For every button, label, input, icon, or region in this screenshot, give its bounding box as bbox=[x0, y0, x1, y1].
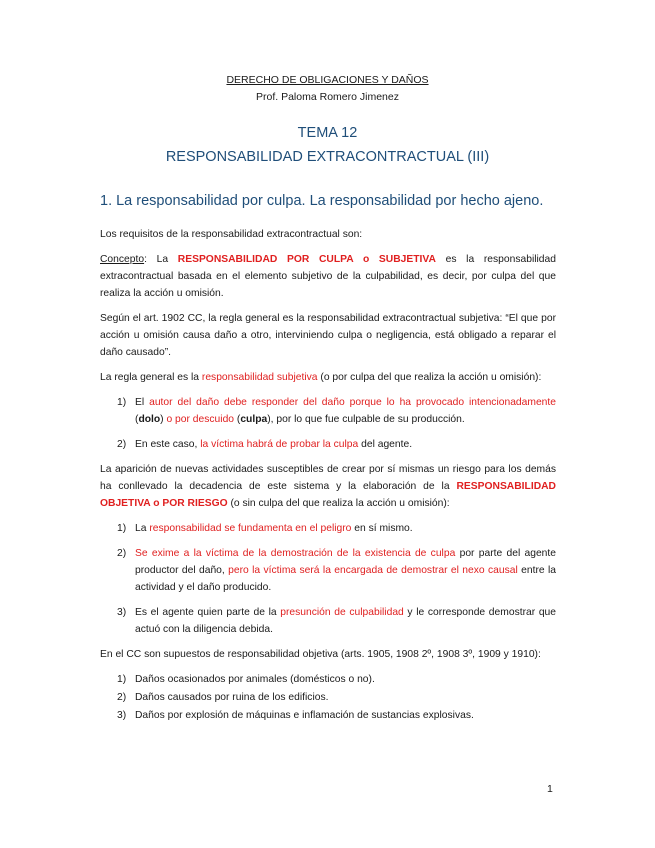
text-run: La bbox=[135, 523, 150, 534]
list-number: 2) bbox=[117, 692, 127, 703]
section-heading: 1. La responsabilidad por culpa. La responsabilidad por hecho ajeno. bbox=[100, 193, 544, 209]
text-run: y le corresponde demostrar que actuó con la diligencia debida. bbox=[135, 607, 556, 635]
list-number: 2) bbox=[117, 548, 127, 559]
paragraph-regla-general bbox=[100, 369, 556, 386]
list-item bbox=[100, 436, 556, 453]
tema-title: RESPONSABILIDAD EXTRACONTRACTUAL (III) bbox=[165, 149, 490, 165]
list-number: 3) bbox=[117, 607, 127, 618]
list-item bbox=[100, 689, 556, 706]
text-run: (o sin culpa del que realiza la acción u omisión): bbox=[227, 498, 450, 509]
paragraph-intro: Los requisitos de la responsabilidad extracontractual son: bbox=[100, 229, 363, 240]
concepto-label: Concepto bbox=[100, 254, 145, 265]
list-item-text: Daños por explosión de máquinas e inflamación de sustancias explosivas. bbox=[135, 710, 474, 721]
highlight-subjetiva: RESPONSABILIDAD POR CULPA o SUBJETIVA bbox=[177, 254, 436, 265]
highlight-text: pero la víctima será la encargada de demostrar el nexo causal bbox=[228, 565, 518, 576]
text-run: El bbox=[135, 397, 150, 408]
document-body bbox=[100, 226, 556, 732]
list-subjetiva bbox=[100, 394, 556, 453]
text-run: entre la actividad y el daño producido. bbox=[135, 565, 556, 593]
bold-term: culpa bbox=[240, 414, 268, 425]
list-number: 1) bbox=[117, 397, 127, 408]
list-item-text: Daños causados por ruina de los edificios. bbox=[135, 692, 329, 703]
text-run: Es el agente quien parte de la bbox=[135, 607, 281, 618]
highlight-text: Se exime a la víctima de la demostración de la existencia de culpa bbox=[135, 548, 456, 559]
list-item bbox=[100, 671, 556, 688]
text-run: ) bbox=[160, 414, 167, 425]
text-run: La regla general es la bbox=[100, 372, 202, 383]
list-objetiva bbox=[100, 520, 556, 638]
list-number: 1) bbox=[117, 674, 127, 685]
text-run: En este caso, bbox=[135, 439, 201, 450]
course-header bbox=[0, 74, 655, 86]
list-supuestos bbox=[100, 671, 556, 724]
text-run: : La bbox=[144, 254, 178, 265]
text-run: ), por lo que fue culpable de su producción. bbox=[267, 414, 465, 425]
page-number: 1 bbox=[547, 783, 553, 795]
text-run: es la responsabilidad extracontractual basada en el elemento subjetivo de la culpabilidad, es decir, por culpa del que realiza la acción u omisión. bbox=[100, 254, 556, 299]
text-run: por parte del agente productor del daño, bbox=[135, 548, 556, 576]
text-run: La aparición de nuevas actividades susceptibles de crear por sí mismas un riesgo para los demás ha conllevado la decadencia de este sistema y la elaboración de la bbox=[100, 464, 556, 492]
list-number: 2) bbox=[117, 439, 127, 450]
list-item bbox=[100, 604, 556, 638]
list-item-text: Daños ocasionados por animales (domésticos o no). bbox=[135, 674, 375, 685]
text-run: del agente. bbox=[358, 439, 413, 450]
text-run: (o por culpa del que realiza la acción u omisión): bbox=[317, 372, 542, 383]
list-item bbox=[100, 520, 556, 537]
list-number: 1) bbox=[117, 523, 127, 534]
bold-term: dolo bbox=[138, 414, 161, 425]
highlight-text: autor del daño debe responder del daño porque lo ha provocado intencionadamente bbox=[149, 397, 556, 408]
highlight-text: o por descuido bbox=[166, 414, 235, 425]
paragraph-concepto bbox=[100, 251, 556, 302]
text-run: ( bbox=[135, 414, 139, 425]
tema-number: TEMA 12 bbox=[297, 125, 358, 141]
list-number: 3) bbox=[117, 710, 127, 721]
list-item bbox=[100, 394, 556, 428]
highlight-text: responsabilidad se fundamenta en el peligro bbox=[149, 523, 352, 534]
highlight-objetiva: RESPONSABILIDAD OBJETIVA o POR RIESGO bbox=[100, 481, 556, 509]
list-item bbox=[100, 707, 556, 724]
professor-name: Prof. Paloma Romero Jimenez bbox=[256, 91, 399, 103]
paragraph-supuestos: En el CC son supuestos de responsabilidad objetiva (arts. 1905, 1908 2º, 1908 3º, 1909 y 1910): bbox=[100, 649, 541, 660]
highlight-text: la víctima habrá de probar la culpa bbox=[200, 439, 359, 450]
course-title: DERECHO DE OBLIGACIONES Y DAÑOS bbox=[226, 74, 429, 86]
paragraph-aparicion bbox=[100, 461, 556, 512]
paragraph-art1902: Según el art. 1902 CC, la regla general es la responsabilidad extracontractual subjetiva: “El que por acción u omisión causa daño a otro, interviniendo culpa o negligencia, está obligado a reparar el daño causado”. bbox=[100, 313, 556, 358]
text-run: ( bbox=[234, 414, 241, 425]
highlight-text: responsabilidad subjetiva bbox=[201, 372, 318, 383]
text-run: en sí mismo. bbox=[351, 523, 413, 534]
highlight-text: presunción de culpabilidad bbox=[280, 607, 404, 618]
list-item bbox=[100, 545, 556, 596]
